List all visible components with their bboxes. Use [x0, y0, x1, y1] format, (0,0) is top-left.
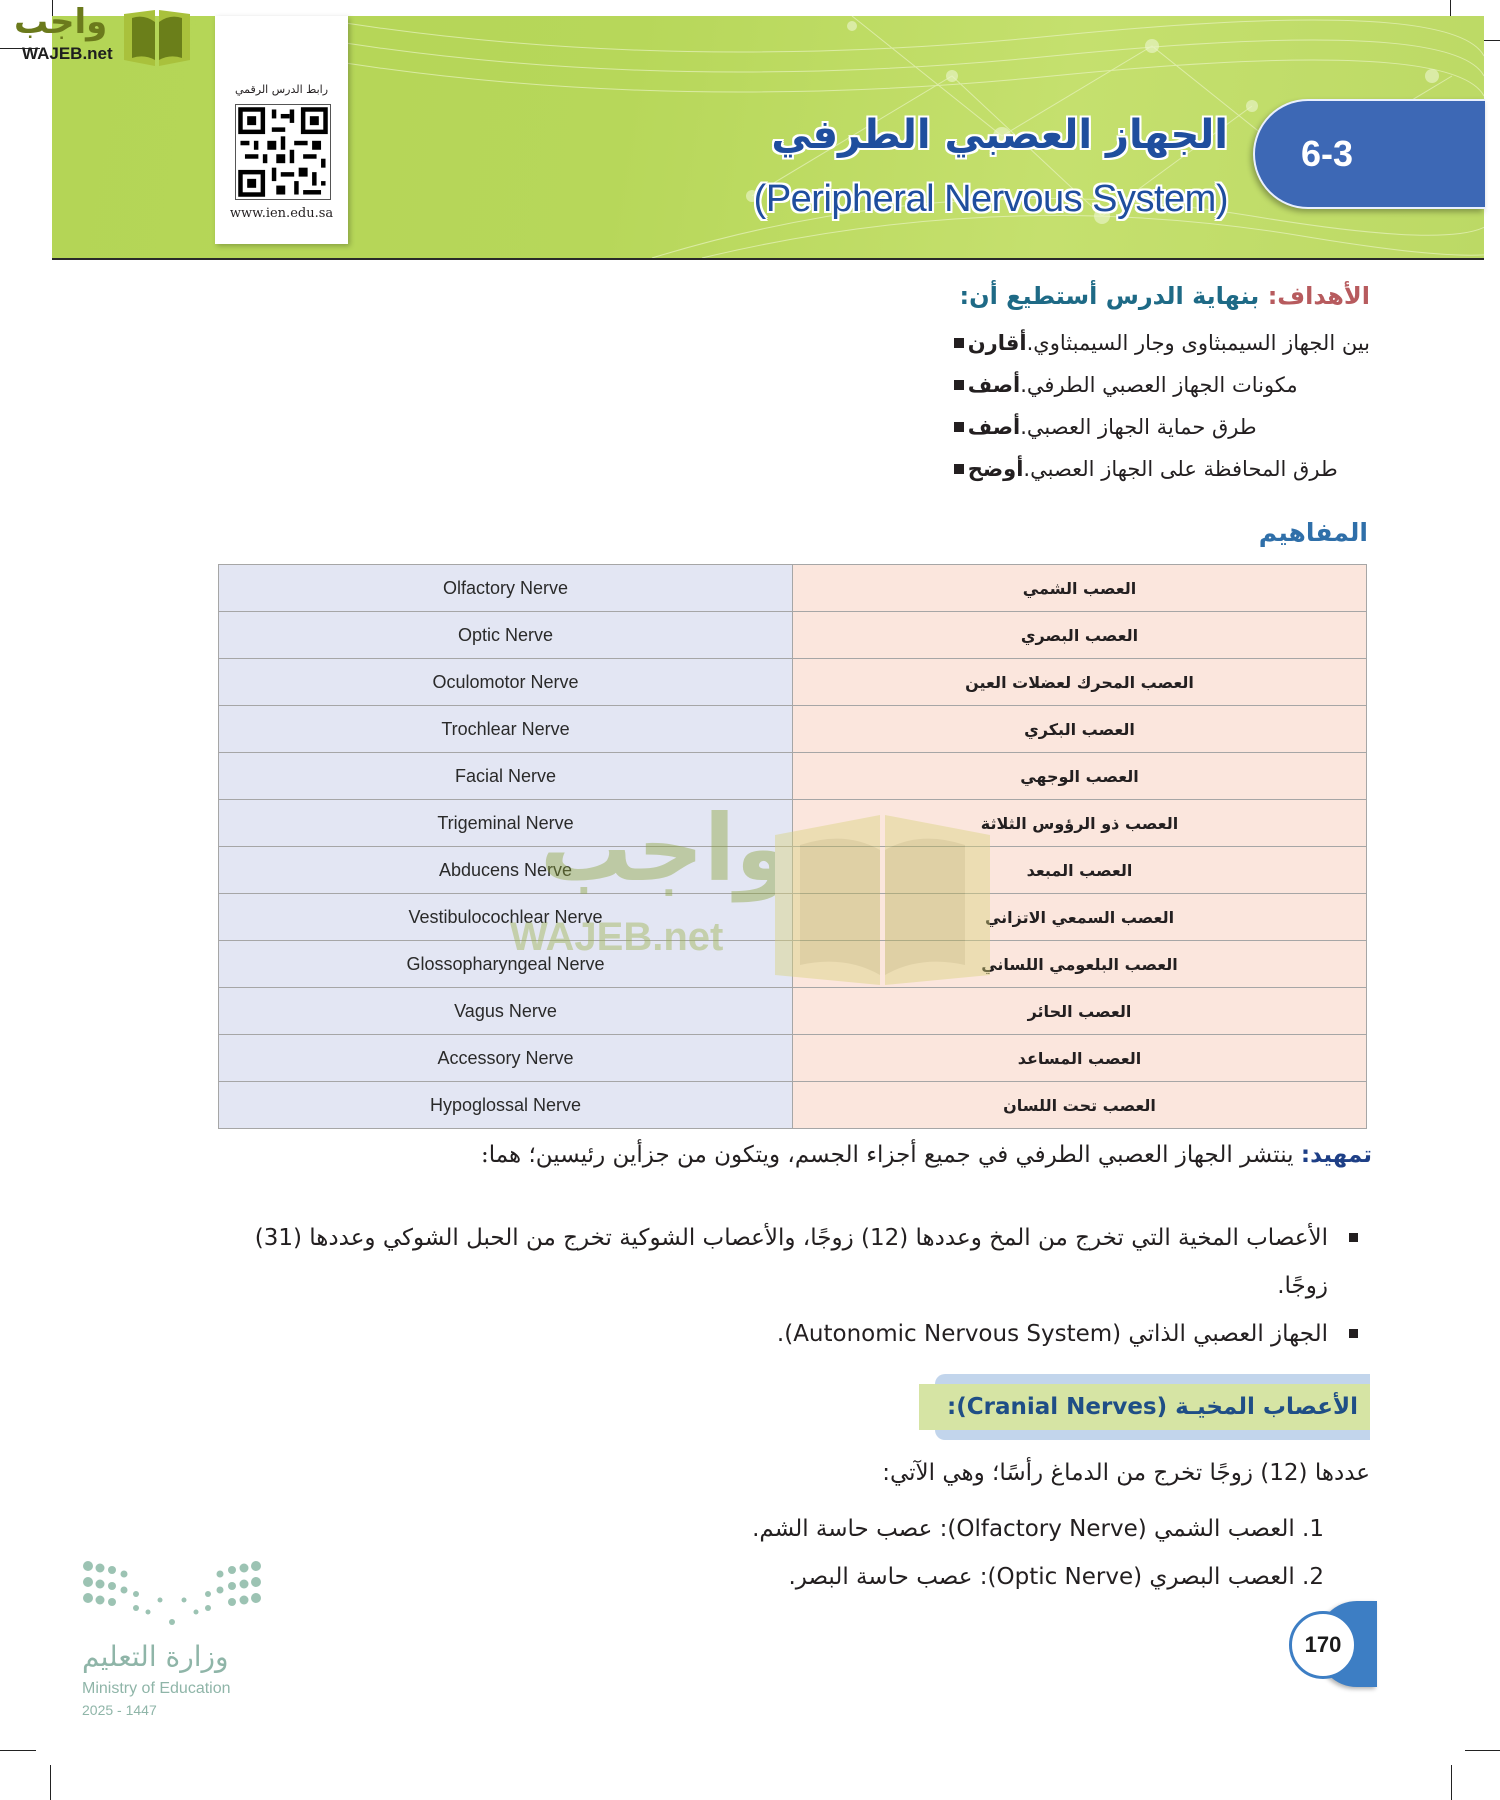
wajeb-logo-arabic: واجب	[14, 2, 108, 42]
heading-bar-bottom-stripe	[935, 1430, 1370, 1440]
goals-heading	[959, 282, 1370, 310]
ministry-dots-icon	[82, 1560, 262, 1630]
qr-label: رابط الدرس الرقمي	[234, 83, 329, 96]
wajeb-watermark: واجب WAJEB.net	[500, 815, 1000, 985]
goals-list	[934, 322, 1370, 490]
lesson-number: 6-3	[1301, 133, 1354, 174]
table-row: Glossopharyngeal Nerve العصب البلعومي اللساني	[219, 941, 1367, 988]
qr-url-link[interactable]: www.ien.edu.sa	[229, 206, 334, 221]
ministry-of-education-logo	[82, 1560, 282, 1730]
intro-bullets	[218, 1214, 1328, 1358]
lesson-title-english: (Peripheral Nervous System)	[753, 178, 1228, 220]
wajeb-logo-english: WAJEB.net	[22, 44, 113, 63]
goal-item: أقارن بين الجهاز السيمبثاوى وجار السيمبثاوي.	[934, 322, 1370, 364]
table-row: Accessory Nerve العصب المساعد	[219, 1035, 1367, 1082]
table-row: Vestibulocochlear Nerve العصب السمعي الاتزاني	[219, 894, 1367, 941]
crop-mark	[50, 1765, 51, 1800]
table-row: Facial Nerve العصب الوجهي	[219, 753, 1367, 800]
edition-year: 2025 - 1447	[82, 1702, 157, 1718]
intro-text: ينتشر الجهاز العصبي الطرفي في جميع أجزاء الجسم، ويتكون من جزأين رئيسين؛ هما:	[480, 1142, 1301, 1168]
goals-label: الأهداف:	[1267, 282, 1370, 310]
cranial-nerves-heading-bar	[915, 1374, 1370, 1440]
cranial-nerves-heading: الأعصاب المخيـة (Cranial Nerves):	[947, 1394, 1358, 1420]
crop-mark	[1465, 1750, 1500, 1751]
crop-mark	[0, 1750, 36, 1751]
table-row: Optic Nerve العصب البصري	[219, 612, 1367, 659]
table-row: Trigeminal Nerve العصب ذو الرؤوس الثلاثة	[219, 800, 1367, 847]
bullet-square-icon	[954, 338, 964, 348]
cranial-count-text: عددها (12) زوجًا تخرج من الدماغ رأسًا؛ وهي الآتي:	[882, 1460, 1370, 1486]
ministry-name-english: Ministry of Education	[82, 1680, 231, 1697]
lesson-title-arabic: الجهاز العصبي الطرفي	[771, 112, 1228, 158]
table-row: Abducens Nerve العصب المبعد	[219, 847, 1367, 894]
ministry-name-arabic: وزارة التعليم	[82, 1640, 229, 1673]
list-item: الجهاز العصبي الذاتي (Autonomic Nervous System).	[218, 1310, 1328, 1358]
crop-mark	[1451, 1765, 1452, 1800]
concepts-title: المفاهيم	[1258, 518, 1368, 547]
intro-paragraph	[481, 1142, 1372, 1168]
bullet-square-icon	[954, 422, 964, 432]
goal-item: أصف مكونات الجهاز العصبي الطرفي.	[934, 364, 1370, 406]
page-number-badge	[1281, 1601, 1377, 1687]
goals-lead: بنهاية الدرس أستطيع أن:	[959, 282, 1260, 310]
bullet-square-icon	[954, 380, 964, 390]
list-item: 1. العصب الشمي (Olfactory Nerve): عصب حاسة الشم.	[752, 1516, 1324, 1542]
list-item: 2. العصب البصري (Optic Nerve): عصب حاسة البصر.	[788, 1564, 1324, 1590]
table-row: Oculomotor Nerve العصب المحرك لعضلات العين	[219, 659, 1367, 706]
goal-item: أوضح طرق المحافظة على الجهاز العصبي.	[934, 448, 1370, 490]
page-number: 170	[1289, 1611, 1357, 1679]
cranial-nerve-list	[752, 1505, 1324, 1601]
concepts-table	[218, 564, 1367, 1129]
table-row: Hypoglossal Nerve العصب تحت اللسان	[219, 1082, 1367, 1129]
table-row: Vagus Nerve العصب الحائر	[219, 988, 1367, 1035]
digital-lesson-qr-card[interactable]	[215, 16, 348, 244]
book-icon	[122, 8, 192, 68]
table-row: Olfactory Nerve العصب الشمي	[219, 565, 1367, 612]
intro-label: تمهيد:	[1300, 1142, 1372, 1168]
bullet-square-icon	[954, 464, 964, 474]
qr-code-icon[interactable]	[235, 104, 331, 200]
table-row: Trochlear Nerve العصب البكري	[219, 706, 1367, 753]
list-item: الأعصاب المخية التي تخرج من المخ وعددها (12) زوجًا، والأعصاب الشوكية تخرج من الحبل الشوكي وعددها (31) زوجًا.	[218, 1214, 1328, 1310]
lesson-number-badge	[1253, 99, 1485, 209]
wajeb-logo	[10, 4, 190, 70]
goal-item: أصف طرق حماية الجهاز العصبي.	[934, 406, 1370, 448]
heading-bar-top-stripe	[935, 1374, 1370, 1384]
